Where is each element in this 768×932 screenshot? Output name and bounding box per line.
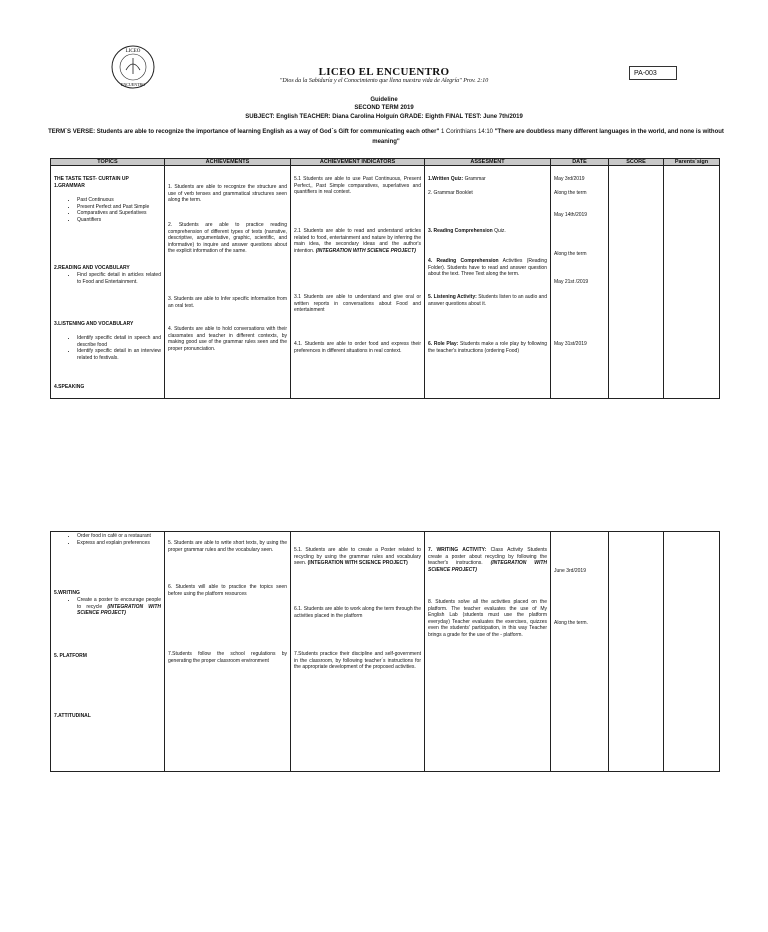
header-assessment: ASSESMENT (425, 159, 551, 166)
guideline-table-2 (50, 531, 720, 772)
achievement-item: 6. Students will able to practice the topics seen before using the platform resources (168, 584, 287, 597)
score-cell (609, 532, 664, 772)
school-motto: "Dios da la Sabiduría y el Conocimiento que llena nuestra vida de Alegría" Prov. 2:10 (279, 78, 489, 84)
indicator-item: 7.Students practice their discipline and self-government in the classroom, by following teacher´s instructions for the appropriate development of the proposed activities. (294, 651, 421, 671)
list-item: • Past Continuous (77, 197, 161, 204)
listening-list (51, 335, 161, 361)
score-cell (609, 166, 664, 399)
assessment-text: Students make a role play by following the teacher's instructions (ordering Food) (428, 341, 548, 354)
reading-list (51, 272, 161, 285)
achievements-cell (165, 166, 291, 399)
header-date: DATE (551, 159, 609, 166)
indicator-item: 5.1 Students are able to use Past Continuous, Present Perfect,, Past Simple comparatives, superlatives and quantifiers in real context. (294, 176, 421, 196)
topic-reading: 2.READING AND VOCABULARY (54, 265, 130, 271)
svg-text:LICEO: LICEO (125, 49, 141, 54)
assessment-item (428, 547, 547, 573)
header-topics: TOPICS (51, 159, 165, 166)
assessment-item (428, 341, 547, 354)
table-row (51, 166, 720, 399)
topics-cell (51, 532, 165, 772)
topics-cell (51, 166, 165, 399)
date-item: Along the term (554, 251, 587, 257)
list-item (77, 597, 161, 617)
school-name: LICEO EL ENCUENTRO (318, 66, 450, 78)
assessment-label: 6. Role Play: (428, 341, 459, 347)
indicator-item (294, 228, 421, 254)
integration-tag: (INTEGRATION WITH SCIENCE PROJECT) (77, 603, 161, 617)
svg-text:ENCUENTRO: ENCUENTRO (120, 82, 146, 87)
assessment-label: 3. Reading Comprehension (428, 228, 493, 234)
list-item: • Identify specific detail in speech and describe food (77, 335, 161, 348)
topic-platform: 5. PLATFORM (54, 653, 87, 659)
assessment-item (428, 258, 547, 278)
achievements-cell (165, 532, 291, 772)
parents-sign-cell (664, 166, 720, 399)
assessment-label: 7. WRITING ACTIVITY: (428, 547, 487, 553)
table-header-row (51, 159, 720, 166)
speaking-list (51, 533, 161, 546)
verse-main: TERM´S VERSE: Students are able to recognize the importance of learning English as a way of God´s Gift for communicating each other" (48, 129, 440, 135)
assessment-item (428, 294, 547, 307)
date-item: May 21st /2019 (554, 279, 589, 285)
achievement-item: 3. Students are able to Infer specific information from an oral text. (168, 296, 287, 309)
assessment-text: Quiz. (494, 228, 506, 234)
assessment-text: Grammar (464, 176, 486, 182)
achievement-item: 4. Students are able to hold conversations with their classmates and teacher in different contexts, by making good use of the grammar rules seen and the proper pronunciation. (168, 326, 287, 352)
integration-tag: (INTEGRATION WITH SCIENCE PROJECT) (428, 560, 547, 573)
indicator-item: 6.1. Students are able to work along the term through the activities placed in the platform (294, 606, 421, 619)
list-item-text: Create a poster to encourage people to recycle (77, 597, 161, 610)
topic-speaking: 4.SPEAKING (54, 384, 85, 390)
achievement-item: 7.Students follow the school regulations by generating the proper classroom environment (168, 651, 287, 664)
indicator-item: 3.1 Students are able to understand and give oral or written reports in conversations about Food and entertainment (294, 294, 421, 314)
list-item: • Present Perfect and Past Simple (77, 204, 161, 211)
indicator-item (294, 547, 421, 567)
topic-title: THE TASTE TEST- CURTAIN UP (54, 176, 129, 182)
guideline-table-1 (50, 158, 720, 399)
assessment-text: Class Activity Students create a poster about recycling by following the teacher's instructions. (428, 547, 547, 567)
document-code: PA-003 (629, 66, 677, 80)
header-score: SCORE (609, 159, 664, 166)
date-item: May 31st/2019 (554, 341, 587, 347)
doc-term: SECOND TERM 2019 (354, 105, 414, 111)
achievement-item: 2. Students are able to practice reading comprehension of different types of texts (narrative, descriptive, argumentative, graphic, scientific, and informative) to inquire and answer questions about the explicit information of the same. (168, 222, 287, 255)
verse-ref: 1 Corinthians 14:10 (440, 129, 494, 135)
list-item: • Quantifiers (77, 217, 161, 224)
list-item: • Order food in café or a restaurant (77, 533, 161, 540)
assessment-text: Students listen to an audio and answer questions about it. (428, 294, 547, 307)
header-achievements: ACHIEVEMENTS (165, 159, 291, 166)
doc-subject-line: SUBJECT: English TEACHER: Diana Carolina Holguín GRADE: Eighth FINAL TEST: June 7th/2019 (245, 114, 523, 120)
date-item: June 3rd/2019 (554, 568, 586, 574)
assessment-cell (425, 532, 551, 772)
verse-quote: "There are doubtless many different languages in the world, and none is without meaning" (372, 129, 724, 145)
achievement-item: 5. Students are able to write short texts, by using the proper grammar rules and the vocabulary seen. (168, 540, 287, 553)
topic-listening: 3.LISTENING AND VOCABULARY (54, 321, 134, 327)
indicators-cell (291, 166, 425, 399)
parents-sign-cell (664, 532, 720, 772)
topic-grammar: 1.GRAMMAR (54, 183, 85, 189)
assessment-label: 5. Listening Activity: (428, 294, 477, 300)
date-item: Along the term. (554, 620, 588, 626)
writing-list (51, 597, 161, 617)
indicator-text: 2.1 Students are able to read and understand articles related to food, entertainment and nature by inferring the main idea, the secondary ideas and the author's intention. (294, 228, 421, 254)
integration-tag: (INTEGRATION WITH SCIENCE PROJECT) (315, 247, 416, 254)
list-item: • Find specific detail in articles related to Food and Entertainment. (77, 272, 161, 285)
assessment-label: 4. Reading Comprehension (428, 258, 499, 264)
assessment-item (428, 176, 547, 183)
assessment-item: 8. Students solve all the activities placed on the platform. The teacher evaluates the use of My English Lab (students must use the platform everyday) Teacher evaluates the exercises, quizzes even the students' participation, in this way Teacher brings a grade for the use of the - platform. (428, 599, 547, 638)
list-item: • Identify specific detail in an interview related to festivals. (77, 348, 161, 361)
indicator-text: 5.1. Students are able to create a Poster related to recycling by using the grammar rules and vocabulary seen. (294, 547, 421, 567)
date-item: May 3rd/2019 (554, 176, 585, 182)
dates-cell (551, 532, 609, 772)
header-indicators: ACHIEVEMENT INDICATORS (291, 159, 425, 166)
indicator-item: 4.1. Students are able to order food and express their preferences in different situations in real context. (294, 341, 421, 354)
assessment-item (428, 228, 547, 235)
topic-attitudinal: 7.ATTITUDINAL (54, 713, 91, 719)
header-parents-sign: Parents´sign (664, 159, 720, 166)
terms-verse (36, 127, 736, 147)
assessment-label: 1.Written Quiz: (428, 176, 464, 182)
doc-title: Guideline (370, 97, 398, 103)
integration-tag: (INTEGRATION WITH SCIENCE PROJECT) (307, 560, 408, 567)
date-item: May 14th/2019 (554, 212, 588, 218)
assessment-cell (425, 166, 551, 399)
assessment-item: 2. Grammar Booklet (428, 190, 473, 196)
achievement-item: 1. Students are able to recognize the structure and use of verb tenses and grammatical structures seen along the term. (168, 184, 287, 204)
topic-writing: 5.WRITING (54, 590, 80, 596)
indicators-cell (291, 532, 425, 772)
date-item: Along the term (554, 190, 587, 196)
list-item: • Express and explain preferences (77, 540, 161, 547)
grammar-list (51, 197, 161, 223)
assessment-text: Activities (Reading Folder). Students have to read and answer question about the text. Three Text along the term. (428, 258, 547, 278)
list-item: • Comparatives and Superlatives (77, 210, 161, 217)
table-row (51, 532, 720, 772)
dates-cell (551, 166, 609, 399)
